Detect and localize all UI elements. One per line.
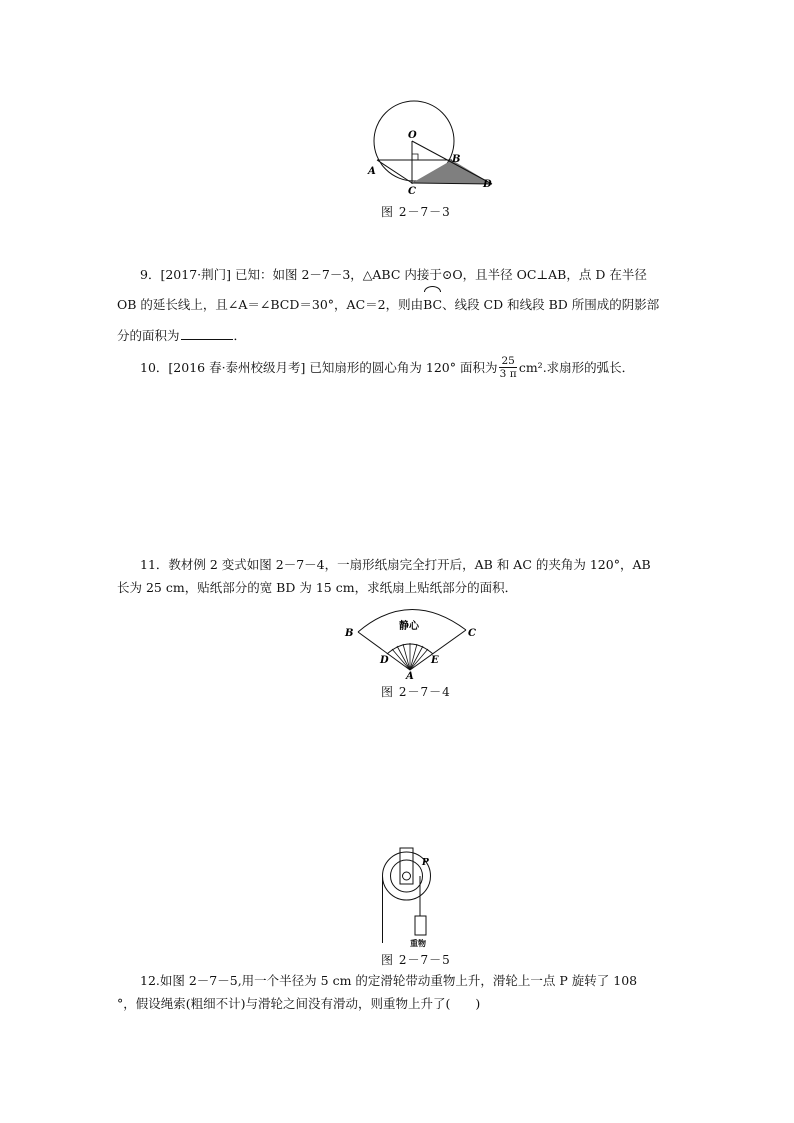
question-line: 11．教材例 2 变式如图 2－7－4，一扇形纸扇完全打开后，AB 和 AC 的夹角为 120°，AB (140, 557, 651, 572)
fan-text: 静心 (399, 621, 419, 632)
answer-blank[interactable] (181, 326, 233, 340)
label-e: E (431, 655, 439, 666)
question-line (117, 290, 682, 319)
question-line: 长为 25 cm，贴纸部分的宽 BD 为 15 cm，求纸扇上贴纸部分的面积． (117, 580, 518, 595)
question-line: 12.如图 2－7－5,用一个半径为 5 cm 的定滑轮带动重物上升，滑轮上一点 P 旋转了 108 (140, 973, 638, 988)
label-o: O (408, 130, 417, 141)
weight-box (415, 916, 426, 935)
figure-2-7-3 (360, 96, 500, 198)
label-c: C (468, 628, 476, 639)
label-d: D (483, 179, 492, 190)
arc-bc: BC (423, 290, 442, 319)
label-p: P (422, 858, 429, 868)
label-b: B (452, 154, 461, 165)
right-angle-mark (412, 154, 418, 160)
question-text: 分的面积为 (117, 328, 180, 343)
pulley-axle (403, 872, 411, 880)
fraction-numerator: 25 (501, 355, 515, 367)
question-text: OB 的延长线上，且∠A＝∠BCD＝30°，AC＝2，则由 (117, 297, 424, 312)
figure-caption: 图 2－7－3 (381, 205, 451, 219)
weight-label: 重物 (410, 938, 426, 948)
question-line: 9．[2017·荆门] 已知：如图 2－7－3，△ABC 内接于⊙O，且半径 OC⊥AB，点 D 在半径 (140, 267, 647, 282)
label-c: C (408, 186, 416, 197)
segment-ac (377, 160, 412, 183)
question-text: ． (233, 328, 247, 343)
question-line (140, 353, 682, 382)
figure-caption: 图 2－7－4 (381, 685, 451, 699)
figure-caption: 图 2－7－5 (381, 953, 451, 967)
question-text: 、线段 CD 和线段 BD 所围成的阴影部 (442, 297, 660, 312)
question-line: °，假设绳索(粗细不计)与滑轮之间没有滑动，则重物上升了( ) (117, 996, 481, 1011)
question-line (117, 321, 682, 350)
question-text: cm².求扇形的弧长． (518, 360, 635, 375)
fan-ribs (392, 643, 428, 670)
fraction (499, 355, 516, 380)
fraction-denominator: 3 π (499, 368, 517, 380)
label-b: B (345, 628, 354, 639)
figure-2-7-4 (340, 600, 490, 680)
label-a: A (406, 671, 414, 680)
label-d: D (380, 655, 389, 666)
question-text: 10．[2016 春·泰州校级月考] 已知扇形的圆心角为 120° 面积为 (140, 360, 498, 375)
figure-2-7-5 (370, 843, 460, 951)
label-a: A (368, 166, 376, 177)
